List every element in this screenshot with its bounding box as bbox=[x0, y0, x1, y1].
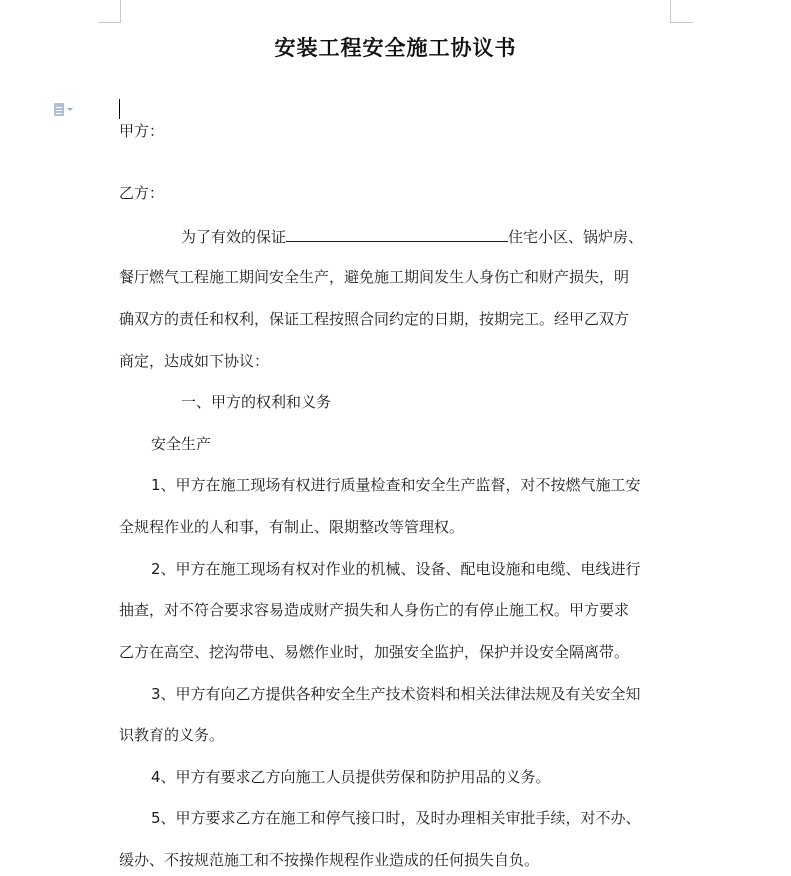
item-3-line-2: 识教育的义务。 bbox=[119, 726, 225, 744]
section-1-heading: 一、甲方的权利和义务 bbox=[181, 393, 332, 411]
intro-line-1 bbox=[181, 226, 643, 247]
crop-mark-top-left bbox=[98, 0, 121, 23]
paragraph-options-button[interactable] bbox=[54, 101, 78, 117]
item-2-line-1: 2、甲方在施工现场有权对作业的机械、设备、配电设施和电缆、电线进行 bbox=[151, 560, 641, 578]
document-title: 安装工程安全施工协议书 bbox=[274, 35, 517, 60]
intro-text-before-blank: 为了有效的保证 bbox=[181, 228, 287, 246]
item-5-line-2: 缓办、不按规范施工和不按操作规程作业造成的任何损失自负。 bbox=[119, 851, 540, 869]
document-icon bbox=[54, 103, 64, 116]
intro-line-3: 确双方的责任和权利，保证工程按照合同约定的日期，按期完工。经甲乙双方 bbox=[119, 310, 630, 328]
fill-in-blank[interactable] bbox=[286, 226, 508, 242]
item-2-line-2: 抽查，对不符合要求容易造成财产损失和人身伤亡的有停止施工权。甲方要求 bbox=[119, 601, 630, 619]
item-1-line-2: 全规程作业的人和事，有制止、限期整改等管理权。 bbox=[119, 518, 465, 536]
party-a-label: 甲方： bbox=[119, 122, 165, 140]
item-3-line-1: 3、甲方有向乙方提供各种安全生产技术资料和相关法律法规及有关安全知 bbox=[151, 685, 641, 703]
item-2-line-3: 乙方在高空、挖沟带电、易燃作业时，加强安全监护，保护并设安全隔离带。 bbox=[119, 643, 630, 661]
intro-line-4: 商定，达成如下协议： bbox=[119, 352, 270, 370]
item-4-line-1: 4、甲方有要求乙方向施工人员提供劳保和防护用品的义务。 bbox=[151, 768, 551, 786]
crop-mark-top-right bbox=[670, 0, 693, 23]
party-b-label: 乙方： bbox=[119, 184, 165, 202]
intro-text-after-blank: 住宅小区、锅炉房、 bbox=[508, 228, 644, 246]
subheading-safety: 安全生产 bbox=[151, 435, 212, 453]
item-1-line-1: 1、甲方在施工现场有权进行质量检查和安全生产监督，对不按燃气施工安 bbox=[151, 476, 641, 494]
chevron-down-icon bbox=[67, 108, 73, 111]
intro-line-2: 餐厅燃气工程施工期间安全生产，避免施工期间发生人身伤亡和财产损失，明 bbox=[119, 268, 630, 286]
text-cursor bbox=[119, 99, 120, 119]
item-5-line-1: 5、甲方要求乙方在施工和停气接口时，及时办理相关审批手续，对不办、 bbox=[151, 809, 641, 827]
